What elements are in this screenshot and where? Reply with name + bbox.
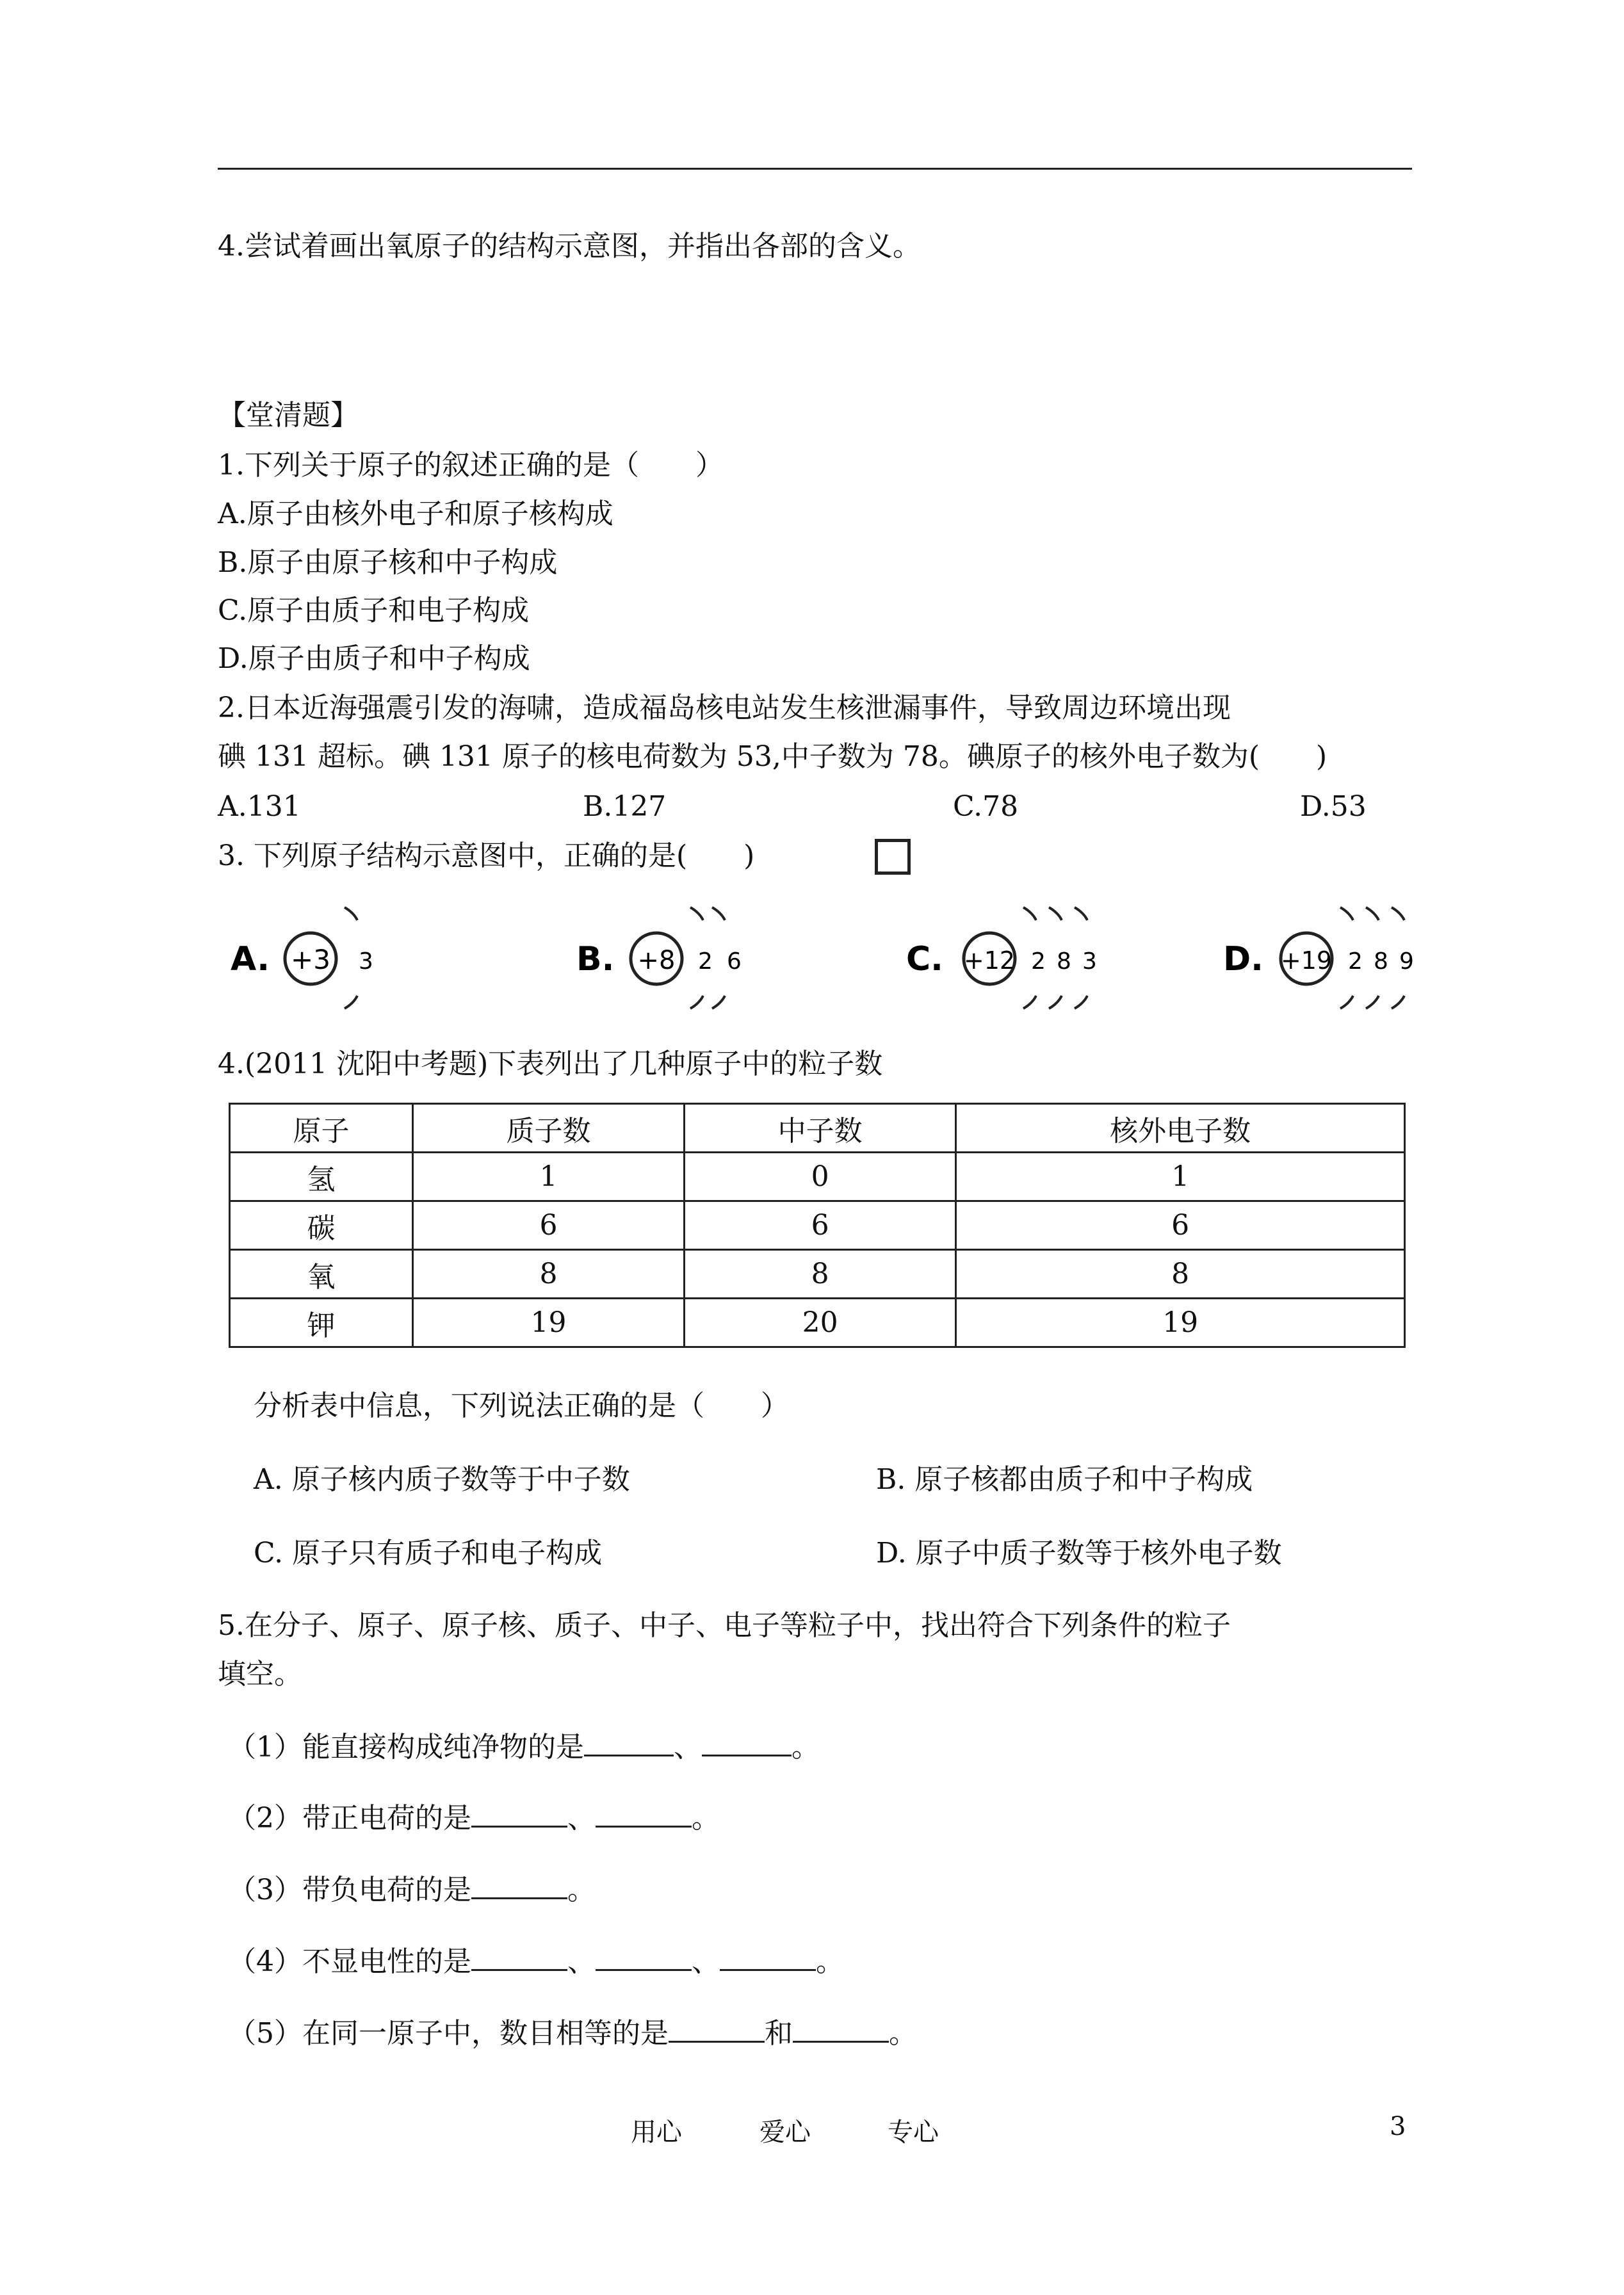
separator: 、	[567, 1802, 596, 1835]
q5-item-4	[228, 1943, 844, 1980]
q5-item-1-label: （1）能直接构成纯净物的是	[228, 1731, 584, 1764]
table-cell: 1	[412, 1153, 684, 1201]
q5-line2: 填空。	[218, 1658, 302, 1691]
table-cell: 碳	[230, 1201, 413, 1250]
q4-option-b: B. 原子核都由质子和中子构成	[876, 1463, 1253, 1496]
diagram-c-arc-3-top	[1075, 907, 1087, 920]
blank-field[interactable]	[471, 1872, 567, 1899]
diagram-c-arc-1-top	[1023, 907, 1036, 920]
blank-field[interactable]	[471, 1800, 567, 1828]
separator: 、	[674, 1731, 702, 1764]
q1-option-c: C.原子由质子和电子构成	[218, 594, 530, 627]
blank-field[interactable]	[471, 1943, 567, 1971]
q1-stem: 1.下列关于原子的叙述正确的是（ ）	[218, 449, 724, 482]
table-cell: 0	[685, 1153, 956, 1201]
diagram-b-charge: +8	[637, 946, 676, 975]
diagram-b-arc-1-bottom	[690, 996, 703, 1009]
q4-option-a: A. 原子核内质子数等于中子数	[254, 1463, 630, 1496]
separator: 、	[692, 1945, 720, 1978]
diagram-c-shell-3: 3	[1082, 948, 1097, 975]
diagram-b-arc-1-top	[690, 907, 703, 920]
q3-diagrams	[218, 900, 1434, 1021]
q5-item-3-label: （3）带负电荷的是	[228, 1874, 471, 1906]
page-number: 3	[1390, 2112, 1406, 2141]
q2-option-c: C.78	[953, 790, 1019, 823]
table-header: 原子	[230, 1104, 413, 1153]
diagram-d-arc-1-top	[1340, 907, 1353, 920]
separator: 和	[765, 2017, 793, 2050]
q4-analysis: 分析表中信息，下列说法正确的是（ ）	[254, 1390, 789, 1422]
table-header: 核外电子数	[956, 1104, 1405, 1153]
diagram-d-arc-2-bottom	[1366, 996, 1379, 1009]
diagram-b-letter: B.	[576, 940, 615, 978]
section-title: 【堂清题】	[218, 399, 359, 432]
table-cell: 8	[412, 1250, 684, 1299]
diagram-c-charge: +12	[963, 946, 1016, 975]
end-mark: 。	[792, 1731, 820, 1764]
diagram-b-arc-2-top	[712, 907, 725, 920]
q4-stem: 4.(2011 沈阳中考题)下表列出了几种原子中的粒子数	[218, 1048, 883, 1080]
table-row	[230, 1201, 1405, 1250]
blank-field[interactable]	[702, 1729, 792, 1756]
diagram-a-charge: +3	[291, 944, 330, 975]
q5-line1: 5.在分子、原子、原子核、质子、中子、电子等粒子中，找出符合下列条件的粒子	[218, 1609, 1231, 1642]
diagram-d-arc-2-top	[1366, 907, 1379, 920]
table-header: 中子数	[685, 1104, 956, 1153]
diagram-c-shell-2: 8	[1057, 948, 1071, 975]
q3-stem: 3. 下列原子结构示意图中，正确的是( )	[218, 839, 755, 872]
q1-option-a: A.原子由核外电子和原子核构成	[218, 498, 613, 530]
diagram-c-arc-2-bottom	[1049, 996, 1062, 1009]
q4-option-d: D. 原子中质子数等于核外电子数	[876, 1537, 1282, 1569]
diagram-c	[906, 907, 1097, 1009]
table-cell: 6	[956, 1201, 1405, 1250]
diagram-d-arc-1-bottom	[1340, 996, 1353, 1009]
diagram-c-shell-1: 2	[1031, 948, 1046, 975]
q2-option-b: B.127	[583, 790, 667, 823]
q4-option-c: C. 原子只有质子和电子构成	[254, 1537, 603, 1569]
diagram-d-letter: D.	[1223, 940, 1263, 978]
diagram-a-shell-arc-top	[345, 907, 357, 920]
header-rule	[218, 168, 1412, 170]
table-cell: 6	[412, 1201, 684, 1250]
table-row	[230, 1299, 1405, 1347]
table-cell: 8	[685, 1250, 956, 1299]
separator: 、	[567, 1945, 596, 1978]
q5-item-3	[228, 1872, 596, 1908]
footer-item-2: 爱心	[759, 2118, 811, 2147]
diagram-b-arc-2-bottom	[712, 996, 725, 1009]
q5-item-1	[228, 1729, 820, 1765]
table-cell: 氢	[230, 1153, 413, 1201]
blank-field[interactable]	[584, 1729, 674, 1756]
blank-field[interactable]	[596, 1800, 692, 1828]
diagram-b	[576, 907, 742, 1009]
q5-item-2-label: （2）带正电荷的是	[228, 1802, 471, 1835]
q5-item-5-label: （5）在同一原子中，数目相等的是	[228, 2017, 669, 2050]
q1-option-d: D.原子由质子和中子构成	[218, 642, 530, 675]
diagram-c-arc-3-bottom	[1075, 996, 1087, 1009]
diagram-a-shell-arc-bottom	[345, 996, 357, 1009]
blank-field[interactable]	[793, 2015, 889, 2043]
diagram-d-arc-3-top	[1392, 907, 1404, 920]
footer-item-1: 用心	[631, 2118, 682, 2147]
diagram-a-letter: A.	[231, 940, 270, 978]
table-cell: 氧	[230, 1250, 413, 1299]
end-mark: 。	[692, 1802, 720, 1835]
q5-item-5	[228, 2015, 917, 2052]
particle-table	[229, 1103, 1406, 1348]
diagram-c-arc-2-top	[1049, 907, 1062, 920]
diagram-b-shell-2: 6	[727, 948, 742, 975]
diagram-d-shell-2: 8	[1374, 948, 1388, 975]
diagram-d-shell-3: 9	[1399, 948, 1414, 975]
footer-item-3: 专心	[888, 2118, 939, 2147]
diagram-b-shell-1: 2	[698, 948, 713, 975]
q5-item-2	[228, 1800, 720, 1837]
blank-field[interactable]	[596, 1943, 692, 1971]
blank-field[interactable]	[720, 1943, 816, 1971]
blank-field[interactable]	[669, 2015, 765, 2043]
table-cell: 钾	[230, 1299, 413, 1347]
diagram-d-shell-1: 2	[1348, 948, 1363, 975]
table-cell: 1	[956, 1153, 1405, 1201]
table-row	[230, 1153, 1405, 1201]
end-mark: 。	[816, 1945, 844, 1978]
q1-option-b: B.原子由原子核和中子构成	[218, 546, 558, 579]
table-cell: 8	[956, 1250, 1405, 1299]
q5-item-4-label: （4）不显电性的是	[228, 1945, 471, 1978]
diagram-d-arc-3-bottom	[1392, 996, 1404, 1009]
q2-option-a: A.131	[218, 790, 301, 823]
q2-line2: 碘 131 超标。碘 131 原子的核电荷数为 53,中子数为 78。碘原子的核外电子数为( )	[218, 740, 1328, 773]
table-row	[230, 1250, 1405, 1299]
table-cell: 19	[412, 1299, 684, 1347]
table-cell: 6	[685, 1201, 956, 1250]
diagram-c-letter: C.	[906, 940, 943, 978]
diagram-c-arc-1-bottom	[1023, 996, 1036, 1009]
diagram-d	[1223, 907, 1414, 1009]
diagram-a	[231, 907, 373, 1009]
diagram-a-shell-1: 3	[359, 948, 373, 975]
q4-pre-text: 4.尝试着画出氧原子的结构示意图，并指出各部的含义。	[218, 230, 921, 263]
table-cell: 20	[685, 1299, 956, 1347]
diagram-d-charge: +19	[1280, 946, 1333, 975]
end-mark: 。	[889, 2017, 917, 2050]
end-mark: 。	[567, 1874, 596, 1906]
table-header-row	[230, 1104, 1405, 1153]
table-header: 质子数	[412, 1104, 684, 1153]
q2-line1: 2.日本近海强震引发的海啸，造成福岛核电站发生核泄漏事件，导致周边环境出现	[218, 692, 1231, 724]
answer-box	[875, 839, 911, 875]
table-cell: 19	[956, 1299, 1405, 1347]
q2-option-d: D.53	[1300, 790, 1367, 823]
